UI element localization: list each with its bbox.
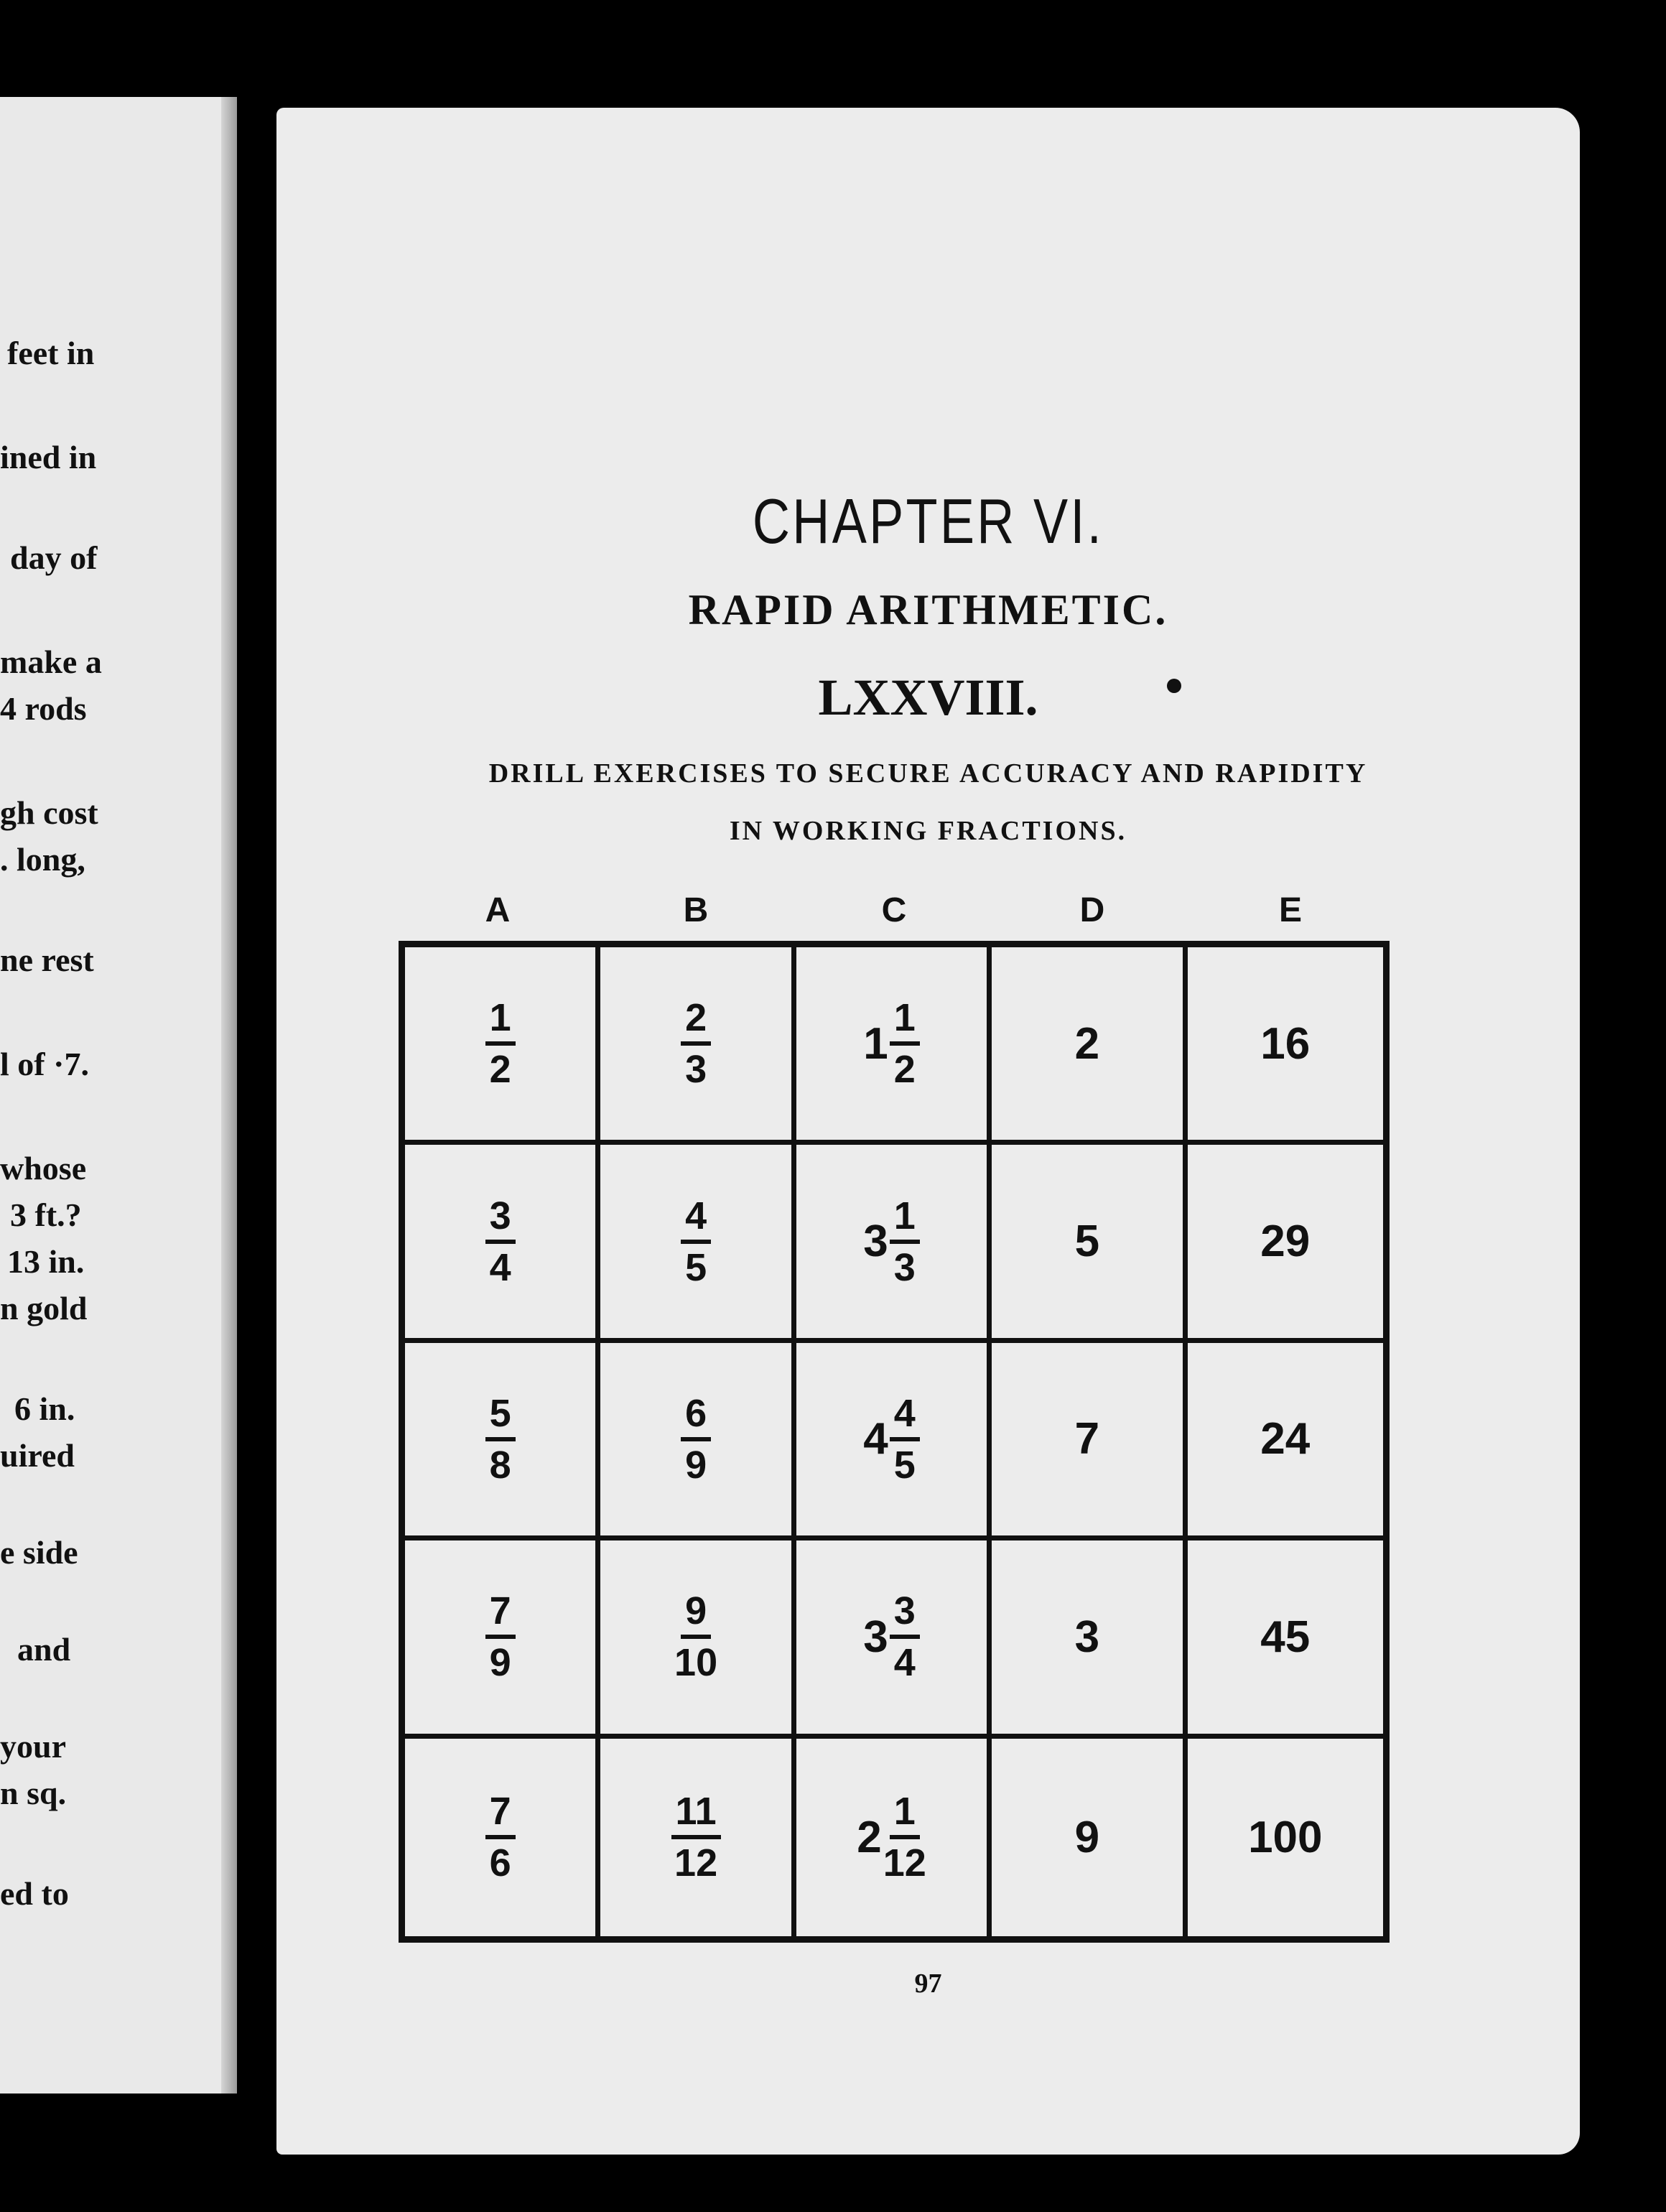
- table-cell: [992, 1739, 1187, 1936]
- whole-number: 4: [863, 1414, 888, 1464]
- whole-number: 1: [863, 1018, 888, 1069]
- table-cell: [600, 1739, 796, 1936]
- integer-value: 5: [1074, 1217, 1100, 1267]
- table-cell: [600, 1145, 796, 1342]
- table-cell: [992, 1343, 1187, 1540]
- numerator: 11: [671, 1792, 721, 1839]
- fraction: [681, 996, 711, 1092]
- left-text-line: . long,: [0, 841, 85, 878]
- denominator: 5: [893, 1443, 916, 1487]
- ink-dot: [1167, 679, 1181, 693]
- table-cell: [1188, 1145, 1383, 1342]
- left-text-line: feet in: [7, 335, 95, 371]
- left-text-line: and: [17, 1631, 71, 1668]
- table-cell: [796, 1540, 992, 1738]
- left-text-line: ined in: [0, 439, 97, 475]
- numerator: 5: [485, 1394, 516, 1441]
- denominator: 6: [489, 1841, 511, 1885]
- denominator: 12: [883, 1841, 926, 1885]
- column-header-b: B: [683, 891, 709, 929]
- numerator: 1: [890, 1792, 920, 1839]
- fraction: [485, 1196, 516, 1287]
- column-header-e: E: [1278, 891, 1302, 929]
- whole-number: 3: [863, 1217, 888, 1267]
- left-page: [0, 97, 237, 2094]
- table-cell: [1188, 1540, 1383, 1738]
- fractions-grid: [399, 941, 1390, 1943]
- fraction: [890, 1391, 920, 1487]
- table-cell: [405, 1540, 600, 1738]
- left-text-line: day of: [10, 539, 98, 576]
- left-text-line: 4 rods: [0, 690, 87, 727]
- denominator: 3: [893, 1245, 916, 1289]
- table-cell: [796, 1343, 992, 1540]
- numerator: 2: [681, 998, 711, 1046]
- table-cell: [992, 1540, 1187, 1738]
- subtitle-line-1: DRILL EXERCISES TO SECURE ACCURACY AND RAPIDITY: [488, 758, 1368, 789]
- integer-value: 7: [1074, 1414, 1100, 1464]
- numerator: 3: [890, 1591, 920, 1639]
- numerator: 9: [681, 1591, 711, 1639]
- denominator: 2: [893, 1048, 916, 1092]
- integer-value: 29: [1260, 1217, 1311, 1267]
- fraction: [671, 1790, 721, 1885]
- left-text-line: ed to: [0, 1875, 69, 1912]
- numerator: 7: [485, 1792, 516, 1839]
- numerator: 1: [890, 998, 920, 1046]
- denominator: 12: [674, 1841, 718, 1885]
- fraction: [681, 1196, 711, 1287]
- numerator: 3: [485, 1196, 516, 1244]
- table-cell: [1188, 947, 1383, 1145]
- left-text-line: ne rest: [0, 942, 94, 978]
- integer-value: 24: [1260, 1414, 1311, 1464]
- numerator: 4: [890, 1394, 920, 1441]
- left-text-line: uired: [0, 1437, 75, 1474]
- column-header-a: A: [485, 891, 511, 929]
- fraction: [485, 1790, 516, 1885]
- fraction: [883, 1790, 926, 1885]
- fraction: [890, 1196, 920, 1287]
- integer-value: 100: [1248, 1812, 1323, 1862]
- denominator: 4: [893, 1641, 916, 1685]
- numerator: 4: [681, 1196, 711, 1244]
- fraction: [890, 996, 920, 1092]
- table-cell: [1188, 1739, 1383, 1936]
- table-cell: [405, 1145, 600, 1342]
- table-cell: [405, 1739, 600, 1936]
- left-text-line: e side: [0, 1534, 78, 1571]
- fraction: [485, 1391, 516, 1487]
- numerator: 7: [485, 1591, 516, 1639]
- table-cell: [796, 1739, 992, 1936]
- numerator: 6: [681, 1394, 711, 1441]
- page-gutter: [221, 97, 237, 2094]
- table-cell: [796, 947, 992, 1145]
- left-text-line: n sq.: [0, 1775, 67, 1811]
- table-cell: [600, 1540, 796, 1738]
- integer-value: 45: [1260, 1612, 1311, 1662]
- numerator: 1: [890, 1196, 920, 1244]
- fraction: [890, 1589, 920, 1685]
- page-number: 97: [914, 1969, 942, 1999]
- left-text-line: gh cost: [0, 794, 98, 831]
- left-text-line: 3 ft.?: [10, 1196, 82, 1233]
- right-page: [276, 108, 1580, 2155]
- left-text-line: your: [0, 1728, 66, 1765]
- section-title: RAPID ARITHMETIC.: [688, 586, 1168, 633]
- denominator: 3: [685, 1048, 707, 1092]
- denominator: 4: [489, 1245, 511, 1289]
- denominator: 8: [489, 1443, 511, 1487]
- table-cell: [992, 1145, 1187, 1342]
- column-header-d: D: [1079, 891, 1105, 929]
- denominator: 2: [489, 1048, 511, 1092]
- fraction: [485, 1589, 516, 1685]
- denominator: 10: [674, 1641, 718, 1685]
- integer-value: 3: [1074, 1612, 1100, 1662]
- column-header-c: C: [881, 891, 907, 929]
- table-cell: [600, 1343, 796, 1540]
- lesson-number: LXXVIII.: [818, 669, 1038, 726]
- denominator: 5: [685, 1245, 707, 1289]
- integer-value: 9: [1074, 1812, 1100, 1862]
- subtitle-line-2: IN WORKING FRACTIONS.: [729, 816, 1127, 846]
- denominator: 9: [489, 1641, 511, 1685]
- table-cell: [992, 947, 1187, 1145]
- table-cell: [600, 947, 796, 1145]
- integer-value: 2: [1074, 1018, 1100, 1069]
- integer-value: 16: [1260, 1018, 1311, 1069]
- table-cell: [796, 1145, 992, 1342]
- fraction: [674, 1589, 718, 1685]
- left-text-line: make a: [0, 643, 102, 680]
- chapter-title: CHAPTER VI.: [752, 485, 1104, 557]
- table-cell: [405, 1343, 600, 1540]
- whole-number: 2: [857, 1812, 882, 1862]
- numerator: 1: [485, 998, 516, 1046]
- table-cell: [405, 947, 600, 1145]
- left-text-line: 13 in.: [7, 1243, 85, 1280]
- left-text-line: n gold: [0, 1290, 88, 1326]
- whole-number: 3: [863, 1612, 888, 1662]
- left-text-line: whose: [0, 1150, 87, 1186]
- fraction: [681, 1391, 711, 1487]
- fraction: [485, 996, 516, 1092]
- left-text-line: l of ·7.: [0, 1046, 89, 1082]
- table-cell: [1188, 1343, 1383, 1540]
- left-text-line: 6 in.: [14, 1390, 75, 1427]
- denominator: 9: [685, 1443, 707, 1487]
